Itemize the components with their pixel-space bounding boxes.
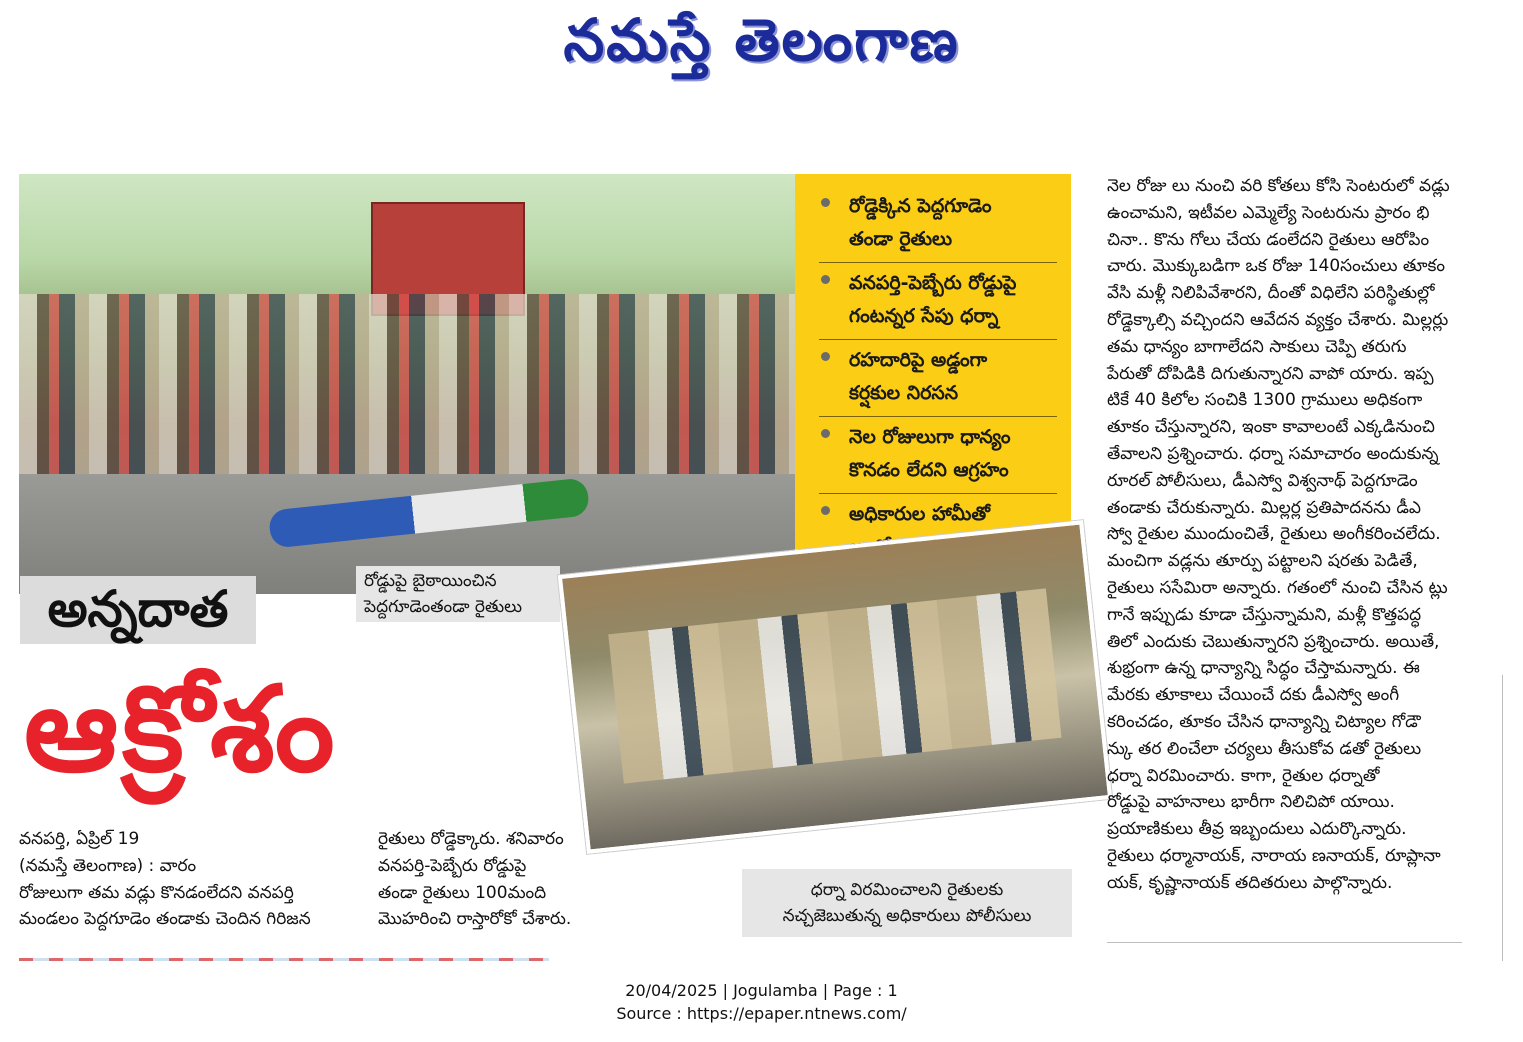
article-line: ప్రయాణికులు తీవ్ర ఇబ్బందులు ఎదుర్కొన్నారు. xyxy=(1107,819,1407,840)
bullet-icon xyxy=(821,198,830,207)
column-rule xyxy=(1107,942,1462,943)
article-line: శుభ్రంగా ఉన్న ధాన్యాన్ని సిద్ధం చేస్తామన్నారు. ఈ xyxy=(1107,658,1420,679)
article-line: కరించడం, తూకం చేసిన ధాన్యాన్ని చిట్యాల గోడౌ xyxy=(1107,711,1421,732)
footer-source: Source : https://epaper.ntnews.com/ xyxy=(616,1004,907,1023)
article-line: రైతులు రోడ్డెక్కారు. శనివారం xyxy=(378,829,564,849)
article-line: రోజులుగా తమ వడ్లు కొనడంలేదని వనపర్తి xyxy=(19,882,294,903)
masthead-logo: నమస్తే తెలంగాణ xyxy=(563,6,960,74)
photo-caption-1-line: పెద్దగూడెంతండా రైతులు xyxy=(364,597,523,617)
photo-caption-2-line: నచ్చజెబుతున్న అధికారులు పోలీసులు xyxy=(782,906,1032,926)
article-line: తమ ధాన్యం బాగాలేదని సాకులు చెప్పి తరుగు xyxy=(1107,336,1407,357)
highlight-item xyxy=(819,417,1057,494)
article-column-3 xyxy=(1107,173,1475,897)
article-line: మండలం పెద్దగూడెం తండాకు చెందిన గిరిజన xyxy=(19,909,311,930)
bullet-icon xyxy=(821,506,830,515)
highlight-line: అధికారుల హామీతో xyxy=(849,503,990,525)
bullet-icon xyxy=(821,352,830,361)
article-line: యక్, కృష్ణానాయక్ తదితరులు పాల్గొన్నారు. xyxy=(1107,872,1393,893)
footer-edition: 20/04/2025 | Jogulamba | Page : 1 xyxy=(625,981,898,1000)
article-line: రోడ్డెక్కాల్సి వచ్చిందని ఆవేదన వ్యక్తం చేశారు. మిల్లర్లు xyxy=(1107,309,1449,330)
article-line: టికే 40 కిలోల సంచికి 1300 గ్రాములు అధికంగా xyxy=(1107,390,1423,411)
protest-photo-road xyxy=(19,174,795,594)
article-line: గానే ఇప్పుడు కూడా చేస్తున్నామని, మళ్లీ కొత్తపద్ధ xyxy=(1107,604,1422,625)
officials-photo xyxy=(558,520,1112,854)
photo-caption-2 xyxy=(742,869,1072,937)
article-line: మేరకు తూకాలు చేయించే దకు డీఎస్వో అంగీ xyxy=(1107,685,1400,706)
column-rule xyxy=(1502,675,1503,961)
article-line: న్కు తర లించేలా చర్యలు తీసుకోవ డతో రైతులు xyxy=(1107,738,1422,759)
article-line: తూకం చేస్తున్నారని, ఇంకా కావాలంటే ఎక్కడినుంచి xyxy=(1107,417,1435,438)
highlight-line: తండా రైతులు xyxy=(849,228,953,250)
article-line: రైతులు ధర్మానాయక్, నారాయ ణనాయక్, రూప్లానా xyxy=(1107,845,1441,866)
article-line: ఉంచామని, ఇటీవల ఎమ్మెల్యే సెంటరును ప్రారం భి xyxy=(1107,202,1430,223)
photo-caption-1 xyxy=(356,566,560,622)
article-line: మంచిగా వడ్లను తూర్పు పట్టాలని షరతు పెడితే, xyxy=(1107,551,1418,572)
article-line: వనపర్తి-పెబ్బేరు రోడ్డుపై xyxy=(378,855,527,876)
highlight-line: వనపర్తి-పెబ్బేరు రోడ్డుపై xyxy=(849,272,1017,294)
article-line: రోడ్డుపై వాహనాలు భారీగా నిలిచిపో యాయి. xyxy=(1107,792,1395,813)
highlight-line: నెల రోజులుగా ధాన్యం xyxy=(849,426,1011,448)
article-line: తిలో ఎందుకు చెబుతున్నారని ప్రశ్నించారు. అయితే, xyxy=(1107,631,1440,652)
article-line: వనపర్తి, ఏప్రిల్ 19 xyxy=(19,829,140,849)
article-line: నెల రోజు లు నుంచి వరి కోతలు కోసి సెంటరులో వడ్లు xyxy=(1107,176,1450,196)
highlight-line: రహదారిపై అడ్డంగా xyxy=(849,349,988,371)
officials-group-shape xyxy=(608,588,1061,783)
headline-main: ఆక్రోశం xyxy=(24,660,339,798)
article-line: తేవాలని ప్రశ్నించారు. ధర్నా సమాచారం అందుకున్న xyxy=(1107,443,1439,464)
highlight-item xyxy=(819,186,1057,263)
article-column-2 xyxy=(378,826,618,933)
highlights-box xyxy=(795,174,1071,549)
headline-kicker: అన్నదాత xyxy=(20,576,256,644)
photo-caption-2-line: ధర్నా విరమించాలని రైతులకు xyxy=(810,880,1004,900)
article-line: చారు. మొక్కుబడిగా ఒక రోజు 140సంచులు తూకం xyxy=(1107,256,1446,277)
crowd-shape xyxy=(19,294,795,484)
bullet-icon xyxy=(821,275,830,284)
highlight-line: కర్షకుల నిరసన xyxy=(849,382,959,404)
article-line: రైతులు ససేమిరా అన్నారు. గతంలో నుంచి చేసిన ట్లు xyxy=(1107,577,1448,598)
article-line: ధర్నా విరమించారు. కాగా, రైతుల ధర్నాతో xyxy=(1107,765,1380,786)
article-line: వేసి మళ్లీ నిలిపివేశారని, దీంతో విధిలేని పరిస్థితుల్లో xyxy=(1107,283,1435,304)
photo-caption-1-line: రోడ్డుపై బైఠాయించిన xyxy=(364,571,497,591)
article-line: తండా రైతులు 100మంది xyxy=(378,882,547,903)
article-line: చినా.. కొను గోలు చేయ డంలేదని రైతులు ఆరోపిం xyxy=(1107,229,1430,250)
article-line: తండాకు చేరుకున్నారు. మిల్లర్ల ప్రతిపాదనను డీఎ xyxy=(1107,497,1422,518)
article-line: (నమస్తే తెలంగాణ) : వారం xyxy=(19,855,197,876)
article-line: రూరల్ పోలీసులు, డీఎస్వో విశ్వనాథ్ పెద్దగూడెం xyxy=(1107,470,1418,491)
highlight-line: కొనడం లేదని ఆగ్రహం xyxy=(849,459,1009,481)
highlight-item xyxy=(819,263,1057,340)
article-line: మొహరించి రాస్తారోకో చేశారు. xyxy=(378,909,572,930)
highlight-item xyxy=(819,340,1057,417)
article-line: స్వో రైతుల ముందుంచితే, రైతులు అంగీకరించలేదు. xyxy=(1107,524,1441,545)
article-line: పేరుతో దోపిడికి దిగుతున్నారని వాపో యారు. ఇప్ప xyxy=(1107,363,1434,384)
highlight-line: రోడ్డెక్కిన పెద్దగూడెం xyxy=(849,195,992,217)
bullet-icon xyxy=(821,429,830,438)
highlight-line: గంటన్నర సేపు ధర్నా xyxy=(849,305,999,327)
article-column-1 xyxy=(19,826,359,933)
page-edge-strip xyxy=(19,958,549,961)
